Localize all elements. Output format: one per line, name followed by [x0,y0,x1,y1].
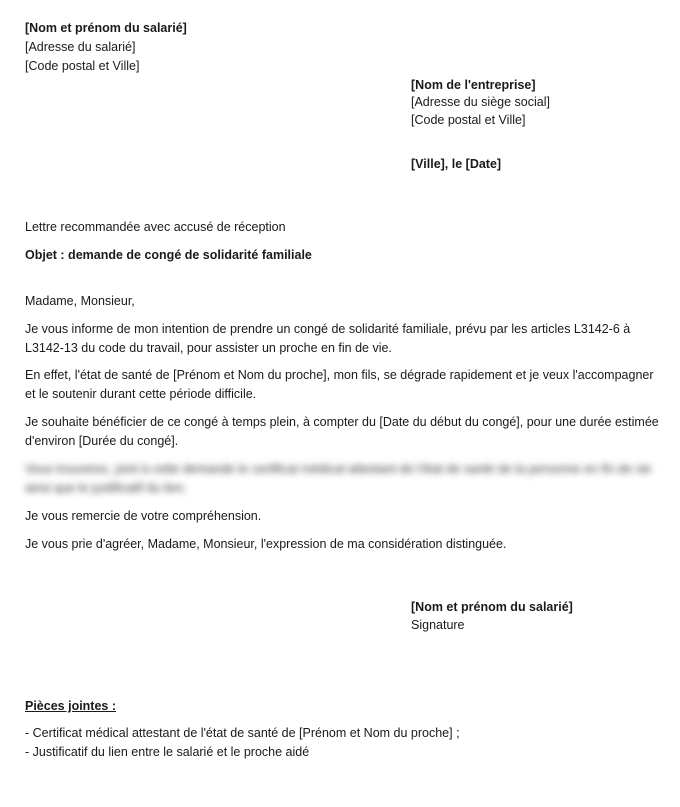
closing-formula: Je vous prie d'agréer, Madame, Monsieur, l'expression de ma considération distinguée. [25,537,507,551]
recipient-city: [Code postal et Ville] [411,113,526,127]
attachment-item: - Certificat médical attestant de l'état de santé de [Prénom et Nom du proche] ; [25,726,460,740]
sender-address: [Adresse du salarié] [25,40,136,54]
attachments-title: Pièces jointes : [25,699,117,713]
body-paragraph-thanks: Je vous remercie de votre compréhension. [25,509,262,523]
body-paragraph-reason: En effet, l'état de santé de [Prénom et Nom du proche], mon fils, se dégrade rapidement et je veux l'accompagner et le soutenir durant cette période difficile. [25,368,654,401]
letter-subject: Objet : demande de congé de solidarité familiale [25,248,312,262]
delivery-mode: Lettre recommandée avec accusé de réception [25,220,286,234]
sender-name: [Nom et prénom du salarié] [25,21,187,35]
signature-label: Signature [411,618,465,632]
sender-city: [Code postal et Ville] [25,59,140,73]
recipient-address: [Adresse du siège social] [411,95,550,109]
signature-name: [Nom et prénom du salarié] [411,600,573,614]
body-paragraph-intent: Je vous informe de mon intention de prendre un congé de solidarité familiale, prévu par les articles L3142-6 à L3142-13 du code du travail, pour assister un proche en fin de vie. [25,322,631,355]
place-date: [Ville], le [Date] [411,157,502,171]
recipient-company: [Nom de l'entreprise] [411,78,536,92]
greeting: Madame, Monsieur, [25,294,135,308]
body-paragraph-duration: Je souhaite bénéficier de ce congé à temps plein, à compter du [Date du début du congé], pour une durée estimée d'environ [Durée du congé]. [25,415,659,448]
body-paragraph-blurred: Vous trouverez, joint à cette demande le certificat médical attestant de l'état de santé de la personne en fin de vie ainsi que le justificatif du lien. [25,462,652,495]
attachment-item: - Justificatif du lien entre le salarié et le proche aidé [25,745,310,759]
